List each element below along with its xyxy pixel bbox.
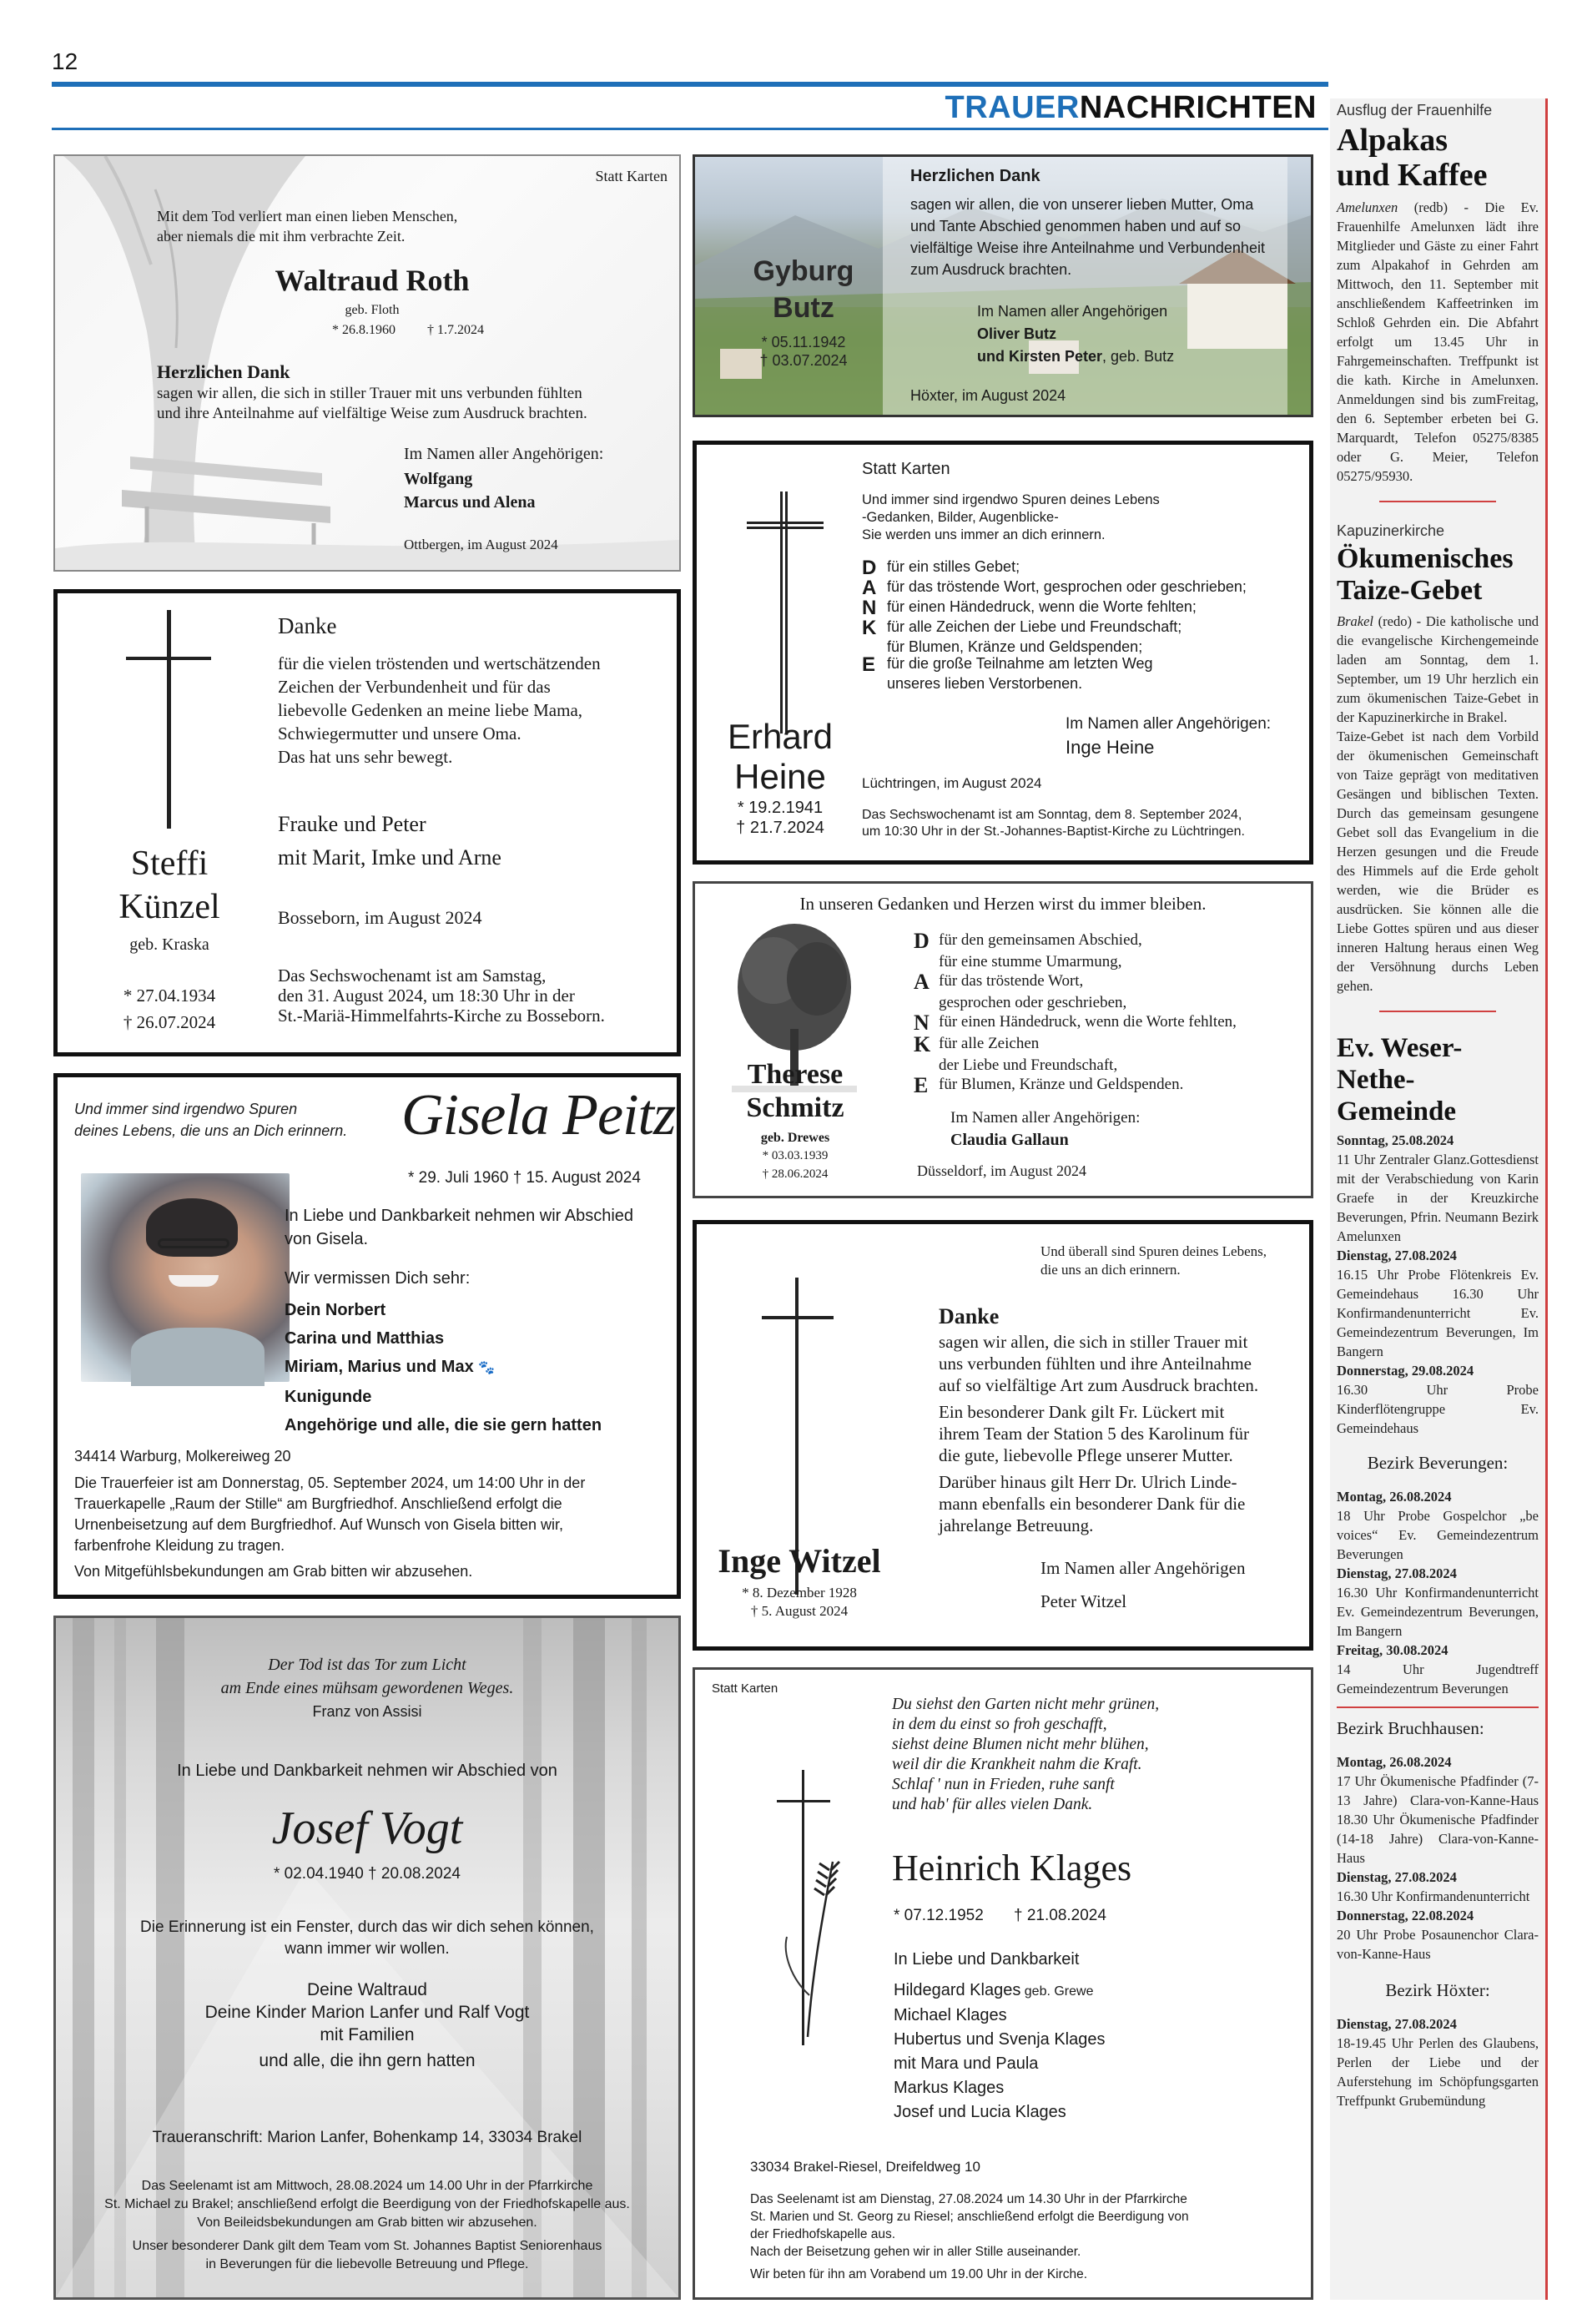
vogt-service-line: in Beverungen für die liebevolle Betreuung und Pflege.: [205, 2257, 529, 2271]
schedule-date: Montag, 26.08.2024: [1337, 1754, 1452, 1770]
obituary-roth: [53, 154, 681, 572]
klages-service-line: Nach der Beisetzung gehen wir in aller Stille auseinander.: [750, 2245, 1081, 2259]
butz-last-name: Butz: [773, 292, 834, 324]
sidebar-content: [1337, 102, 1539, 2110]
heine-signature: Inge Heine: [1066, 737, 1155, 758]
peitz-intro-line: von Gisela.: [285, 1230, 369, 1248]
klages-service-line: Wir beten für ihn am Vorabend um 19.00 Uhr in der Kirche.: [750, 2267, 1088, 2281]
witzel-quote-line: die uns an dich erinnern.: [1040, 1262, 1181, 1278]
vogt-address: Traueranschrift: Marion Lanfer, Bohenkamp 14, 33034 Brakel: [152, 2129, 582, 2146]
danke-initial-letter: K: [914, 1032, 931, 1056]
peitz-intro-line: In Liebe und Dankbarkeit nehmen wir Abschied: [285, 1207, 634, 1225]
klages-name-line: Hubertus und Svenja Klages: [894, 2030, 1106, 2049]
vogt-service-line: Von Beileidsbekundungen am Grab bitten wir abzusehen.: [197, 2216, 537, 2230]
danke-line: [914, 1034, 1237, 1056]
vogt-quote-author: Franz von Assisi: [312, 1703, 422, 1720]
schmitz-signature: Claudia Gallaun: [950, 1131, 1069, 1149]
danke-initial-letter: N: [914, 1011, 930, 1035]
article-1-title: [1337, 123, 1539, 193]
schmitz-born: * 03.03.1939: [762, 1149, 829, 1162]
schmitz-died: † 28.06.2024: [762, 1167, 829, 1181]
heine-names-intro: Im Namen aller Angehörigen:: [1066, 715, 1272, 733]
butz-name-2-text: und Kirsten Peter: [977, 348, 1103, 365]
roth-born: * 26.8.1960: [332, 323, 396, 337]
klages-name-line: [894, 1979, 1106, 2004]
heine-danke-list: [862, 558, 1247, 692]
schedule-date: Dienstag, 27.08.2024: [1337, 1565, 1457, 1581]
roth-name-2: Marcus und Alena: [404, 493, 536, 512]
roth-quote-line2: aber niemals die mit ihm verbrachte Zeit.: [157, 228, 406, 244]
butz-name-1: Oliver Butz: [977, 325, 1057, 342]
danke-initial-letter: D: [914, 929, 930, 953]
peitz-name-line: Kunigunde: [285, 1388, 372, 1406]
butz-text-line: sagen wir allen, die von unserer lieben Mutter, Oma: [910, 196, 1254, 213]
witzel-text-line: mann ebenfalls ein besonderer Dank für die: [939, 1494, 1246, 1514]
danke-line-text: für den gemeinsamen Abschied,: [939, 931, 1142, 949]
peitz-name-line: Carina und Matthias: [285, 1329, 445, 1348]
roth-thanks-line2: und ihre Anteilnahme auf vielfältige Weise zum Ausdruck brachten.: [157, 405, 587, 422]
peitz-quote-line1: Und immer sind irgendwo Spuren: [74, 1101, 298, 1117]
danke-line-text: für die große Teilnahme am letzten Weg: [887, 655, 1153, 672]
klages-birthname: geb. Grewe: [1020, 1984, 1094, 1999]
klages-poem: [892, 1695, 1159, 1815]
kuenzel-line: Das hat uns sehr bewegt.: [278, 747, 453, 767]
butz-names-intro: Im Namen aller Angehörigen: [977, 303, 1168, 320]
klages-name-text: Hildegard Klages: [894, 1981, 1021, 1999]
peitz-name-line: Angehörige und alle, die sie gern hatten: [285, 1416, 602, 1434]
peitz-service-line: Trauerkapelle „Raum der Stille“ am Burgfriedhof. Anschließend erfolgt die: [74, 1495, 562, 1512]
heine-quote: [862, 492, 1160, 544]
heine-quote-line: Und immer sind irgendwo Spuren deines Lebens: [862, 492, 1160, 507]
article-3-title-line: Nethe-: [1337, 1065, 1415, 1095]
schedule-text: 16.30 Uhr Konfirmandenunterricht: [1337, 1888, 1530, 1904]
vogt-family-line: Deine Waltraud: [307, 1980, 427, 1999]
klages-service-line: der Friedhofskapelle aus.: [750, 2227, 896, 2241]
article-1-place: Amelunxen: [1337, 199, 1398, 215]
divider-rule: [1379, 501, 1496, 502]
klages-statt-karten: Statt Karten: [712, 1681, 778, 1696]
peitz-name-line: [285, 1353, 602, 1383]
article-1-title-line: Alpakas: [1337, 123, 1449, 158]
schmitz-first-name: Therese: [747, 1059, 844, 1090]
vogt-quote: [56, 1653, 678, 1700]
danke-line: [862, 598, 1247, 618]
danke-line: [862, 578, 1247, 598]
danke-line: [862, 655, 1247, 675]
header-thin-rule: [52, 128, 1328, 130]
danke-line-text: für das tröstende Wort, gesprochen oder geschrieben;: [887, 578, 1247, 595]
vogt-service: [56, 2177, 678, 2274]
peitz-service-line: Die Trauerfeier ist am Donnerstag, 05. September 2024, um 14:00 Uhr in der: [74, 1475, 586, 1491]
peitz-names: [285, 1296, 602, 1439]
danke-line: [914, 1056, 1237, 1075]
heine-born: * 19.2.1941: [737, 799, 824, 817]
schedule-text: 14 Uhr Jugendtreff Gemeindezentrum Beverungen: [1337, 1661, 1539, 1696]
peitz-intro: [285, 1204, 633, 1251]
heine-service: [862, 807, 1245, 840]
roth-names-intro: Im Namen aller Angehörigen:: [404, 445, 604, 463]
peitz-portrait-photo: [81, 1173, 290, 1382]
butz-born: * 05.11.1942: [761, 334, 846, 350]
schedule-text: 16.30 Uhr Konfirmandenunterricht Ev. Gemeindezentrum Beverungen, Im Bangern: [1337, 1585, 1539, 1639]
obituary-butz: [693, 154, 1313, 417]
witzel-quote-line: Und überall sind Spuren deines Lebens,: [1040, 1243, 1267, 1259]
article-2-body-2: Taize-Gebet ist nach dem Vorbild der ökumenischen Gemeinschaft von Taize geprägt von meditativen Gesängen und biblischen Texten. Durch das gemeinsam gesungene Gebet soll das Evangelium in die Herzen gesungen und die Freude des Himmels auf die Erde geholt werden, wie die Brüder es ausdrücken. Sie können alle die Liebe Gottes spüren und aus dieser inneren Haltung heraus einen Weg der Versöhnung durchs Leben gehen.: [1337, 728, 1539, 994]
article-2-title-line: Ökumenisches: [1337, 543, 1514, 574]
witzel-signature: Peter Witzel: [1040, 1591, 1127, 1611]
witzel-name: Inge Witzel: [718, 1542, 881, 1580]
witzel-text-line: uns verbunden fühlten und ihre Anteilnahme: [939, 1354, 1252, 1374]
roth-quote-line1: Mit dem Tod verliert man einen lieben Menschen,: [157, 208, 458, 224]
obituary-peitz: [53, 1073, 681, 1599]
vogt-name: Josef Vogt: [271, 1802, 463, 1854]
danke-line-text: für ein stilles Gebet;: [887, 558, 1020, 575]
danke-line: [914, 930, 1237, 952]
divider-rule: [1379, 1011, 1496, 1012]
schedule-text: 18 Uhr Probe Gospelchor „be voices“ Ev. Gemeindezentrum Beverungen: [1337, 1508, 1539, 1562]
peitz-dates: * 29. Juli 1960 † 15. August 2024: [408, 1169, 641, 1187]
kuenzel-line: für die vielen tröstenden und wertschätzenden: [278, 653, 601, 673]
danke-initial-letter: K: [862, 617, 877, 639]
danke-line-text: unseres lieben Verstorbenen.: [887, 675, 1083, 692]
witzel-text: [939, 1331, 1258, 1536]
roth-place-date: Ottbergen, im August 2024: [404, 537, 558, 552]
obituary-schmitz: [693, 881, 1313, 1198]
butz-name-2: [977, 345, 1174, 368]
schedule-list-hoexter: [1337, 2014, 1539, 2110]
klages-born: * 07.12.1952: [894, 1907, 984, 1924]
obituary-vogt: [53, 1616, 681, 2300]
witzel-died: † 5. August 2024: [750, 1603, 849, 1619]
klages-died: † 21.08.2024: [1014, 1907, 1106, 1924]
danke-line: [914, 952, 1237, 971]
schedule-text: 11 Uhr Zentraler Glanz.Gottesdienst mit der Verabschiedung von Karin Graefe in der Kreuzkirche Beverungen, Pfrin. Neumann Bezirk Amelunxen: [1337, 1152, 1539, 1244]
klages-service: [750, 2190, 1189, 2283]
schmitz-danke-list: [914, 930, 1237, 1096]
danke-initial-letter: N: [862, 597, 877, 619]
schedule-date: Donnerstag, 22.08.2024: [1337, 1908, 1474, 1923]
vogt-quote-line: am Ende eines mühsam gewordenen Weges.: [220, 1679, 514, 1697]
schedule-date: Dienstag, 27.08.2024: [1337, 1869, 1457, 1885]
danke-line-text: für das tröstende Wort,: [939, 972, 1084, 990]
witzel-names-intro: Im Namen aller Angehörigen: [1040, 1558, 1246, 1578]
klages-service-line: St. Marien und St. Georg zu Riesel; anschließend erfolgt die Beerdigung von: [750, 2210, 1189, 2224]
bezirk-heading: Bezirk Bruchhausen:: [1337, 1718, 1484, 1738]
danke-line-text: für Blumen, Kränze und Geldspenden.: [939, 1076, 1184, 1093]
schedule-text: 18-19.45 Uhr Perlen des Glaubens, Perlen der Liebe und der Auferstehung im Schöpfungsgarten Treffpunkt Grubemündung: [1337, 2035, 1539, 2109]
klages-poem-line: und hab' für alles vielen Dank.: [892, 1796, 1093, 1813]
kuenzel-last-name: Künzel: [118, 888, 220, 926]
obituary-klages: [693, 1667, 1313, 2300]
butz-text-line: zum Ausdruck brachten.: [910, 261, 1072, 278]
schedule-text: 16.15 Uhr Probe Flötenkreis Ev. Gemeindehaus 16.30 Uhr Konfirmandenunterricht Ev. Gemeindezentrum Beverungen, Im Bangern: [1337, 1267, 1539, 1359]
butz-place-date: Höxter, im August 2024: [910, 387, 1066, 404]
schmitz-place-date: Düsseldorf, im August 2024: [917, 1162, 1087, 1179]
danke-line-text: für einen Händedruck, wenn die Worte fehlten;: [887, 598, 1197, 615]
danke-line: [862, 558, 1247, 578]
schmitz-last-name: Schmitz: [746, 1092, 844, 1123]
danke-initial-letter: E: [914, 1073, 929, 1097]
kuenzel-line: Zeichen der Verbundenheit und für das: [278, 677, 551, 697]
heine-first-name: Erhard: [727, 717, 834, 756]
kuenzel-line: Schwiegermutter und unsere Oma.: [278, 723, 521, 744]
divider-rule: [1337, 1706, 1539, 1708]
peitz-quote-line2: deines Lebens, die uns an Dich erinnern.: [74, 1122, 348, 1139]
article-2-body: [1337, 612, 1539, 727]
butz-first-name: Gyburg: [753, 255, 854, 287]
danke-line: [862, 638, 1247, 655]
danke-initial-letter: A: [914, 970, 930, 994]
obituary-heine: [693, 441, 1313, 865]
butz-text-line: und Tante Abschied genommen haben und auf so: [910, 218, 1241, 234]
witzel-danke: Danke: [939, 1304, 1000, 1328]
vogt-memory-line: wann immer wir wollen.: [285, 1940, 450, 1958]
bezirk-heading: Bezirk Beverungen:: [1367, 1453, 1509, 1473]
heine-died: † 21.7.2024: [736, 819, 824, 837]
kuenzel-service-line: St.-Mariä-Himmelfahrts-Kirche zu Bosseborn.: [278, 1006, 605, 1026]
sidebar-right-border: [1545, 98, 1548, 2300]
kuenzel-danke: Danke: [278, 613, 337, 638]
peitz-service: [74, 1473, 675, 1582]
article-2-place: Brakel: [1337, 613, 1373, 629]
peitz-name-line: Dein Norbert: [285, 1301, 386, 1319]
butz-heading: Herzlichen Dank: [910, 167, 1040, 185]
klages-service-line: Das Seelenamt ist am Dienstag, 27.08.2024 um 14.30 Uhr in der Pfarrkirche: [750, 2192, 1187, 2206]
peitz-name: Gisela Peitz: [401, 1083, 676, 1147]
butz-text: [910, 194, 1265, 280]
danke-line-text: für alle Zeichen der Liebe und Freundschaft;: [887, 618, 1182, 635]
danke-line-text: für Blumen, Kränze und Geldspenden;: [887, 638, 1143, 655]
article-1-body: [1337, 198, 1539, 486]
danke-line-text: der Liebe und Freundschaft,: [939, 1056, 1118, 1074]
article-2-text: (redo) - Die katholische und die evangelische Kirchengemeinde laden am Sonntag, dem 1. September, um 19 Uhr herzlich ein zum ökumenischen Taize-Gebet in der Kapuzinerkirche in Brakel.: [1337, 613, 1539, 725]
danke-line-text: für alle Zeichen: [939, 1035, 1040, 1052]
vogt-family-line: mit Familien: [320, 2025, 415, 2044]
schedule-date: Montag, 26.08.2024: [1337, 1489, 1452, 1505]
article-2-title: [1337, 543, 1539, 607]
schmitz-heading: In unseren Gedanken und Herzen wirst du immer bleiben.: [799, 894, 1207, 914]
vogt-memory-line: Die Erinnerung ist ein Fenster, durch das wir dich sehen können,: [140, 1918, 594, 1936]
roth-thanks-heading: Herzlichen Dank: [157, 361, 290, 382]
danke-initial-letter: D: [862, 557, 877, 579]
vogt-family-line: Deine Kinder Marion Lanfer und Ralf Vogt: [204, 2003, 530, 2022]
klages-poem-line: siehst deine Blumen nicht mehr blühen,: [892, 1736, 1149, 1753]
obituary-witzel: [693, 1220, 1313, 1651]
header-blue-rule: [52, 82, 1328, 87]
kuenzel-family-1: Frauke und Peter: [278, 812, 426, 836]
section-title-part2: NACHRICHTEN: [1079, 90, 1317, 125]
vogt-intro: In Liebe und Dankbarkeit nehmen wir Abschied von: [177, 1762, 557, 1780]
bezirk-heading: Bezirk Höxter:: [1385, 1980, 1490, 2000]
kuenzel-text: [278, 652, 601, 769]
roth-birthname: geb. Floth: [345, 303, 400, 317]
kuenzel-family-2: mit Marit, Imke und Arne: [278, 845, 501, 870]
klages-name-line: Markus Klages: [894, 2079, 1005, 2097]
schedule-date: Sonntag, 25.08.2024: [1337, 1132, 1454, 1148]
article-1-kicker: Ausflug der Frauenhilfe: [1337, 102, 1493, 118]
witzel-text-line: Darüber hinaus gilt Herr Dr. Ulrich Linde-: [939, 1472, 1237, 1492]
peitz-name-text: Miriam, Marius und Max: [285, 1358, 474, 1376]
vogt-dates: * 02.04.1940 † 20.08.2024: [274, 1865, 461, 1883]
witzel-text-line: sagen wir allen, die sich in stiller Trauer mit: [939, 1332, 1248, 1352]
schedule-list-beverungen: [1337, 1487, 1539, 1698]
roth-died: † 1.7.2024: [427, 323, 484, 337]
article-2-kicker: Kapuzinerkirche: [1337, 522, 1445, 539]
article-1-text: (redb) - Die Ev. Frauenhilfe Amelunxen lädt ihre Mitglieder und Gäste zu einer Fahrt zum Alpakahof in Gehrden am Mittwoch, den 11. September mit anschließendem Kaffeetrinken im Schloß Gehrden ein. Die Abfahrt erfolgt um 13.45 Uhr in Fahrgemeinschaften. Treffpunkt ist die kath. Kirche in Amelunxen. Anmeldungen sind bis zumFreitag, den 6. September erbeten bei G. Marquardt, Telefon 05275/8385 oder G. Meier, Telefon 05275/95930.: [1337, 199, 1539, 484]
klages-names: [894, 1979, 1106, 2125]
vogt-service-line: Unser besonderer Dank gilt dem Team vom St. Johannes Baptist Seniorenhaus: [132, 2239, 602, 2253]
witzel-born: * 8. Dezember 1928: [742, 1585, 857, 1601]
kuenzel-first-name: Steffi: [130, 844, 209, 883]
article-3-title: [1337, 1032, 1539, 1127]
butz-text-line: vielfältige Weise ihre Anteilnahme und Verbundenheit: [910, 239, 1265, 256]
peitz-address: 34414 Warburg, Molkereiweg 20: [74, 1448, 291, 1464]
kuenzel-line: liebevolle Gedenken an meine liebe Mama,: [278, 700, 583, 720]
kuenzel-service-line: den 31. August 2024, um 18:30 Uhr in der: [278, 986, 575, 1006]
witzel-text-line: die gute, liebevolle Pflege unserer Mutter.: [939, 1445, 1233, 1465]
danke-line: [914, 1012, 1237, 1034]
butz-died: † 03.07.2024: [759, 352, 848, 369]
section-title: [834, 90, 1317, 126]
danke-line: [914, 971, 1237, 993]
peitz-service-line: Von Mitgefühlsbekundungen am Grab bitten wir abzusehen.: [74, 1563, 473, 1580]
heine-service-line: Das Sechswochenamt ist am Sonntag, dem 8. September 2024,: [862, 808, 1242, 822]
vogt-service-line: Das Seelenamt ist am Mittwoch, 28.08.2024 um 14.00 Uhr in der Pfarrkirche: [141, 2179, 593, 2193]
schedule-text: 17 Uhr Ökumenische Pfadfinder (7-13 Jahre) Clara-von-Kanne-Haus 18.30 Uhr Ökumenische Pfadfinder (14-18 Jahre) Clara-von-Kanne-Haus: [1337, 1773, 1539, 1866]
butz-name-2-birthname: , geb. Butz: [1102, 348, 1175, 365]
danke-line: [862, 675, 1247, 692]
heine-quote-line: -Gedanken, Bilder, Augenblicke-: [862, 510, 1059, 525]
danke-line-text: für eine stumme Umarmung,: [939, 953, 1122, 970]
peitz-service-line: farbenfrohe Kleidung zu tragen.: [74, 1537, 285, 1554]
kuenzel-service: [278, 965, 605, 1026]
article-3-title-line: Ev. Weser-: [1337, 1033, 1463, 1063]
kuenzel-service-line: Das Sechswochenamt ist am Samstag,: [278, 965, 547, 986]
klages-poem-line: weil dir die Krankheit nahm die Kraft.: [892, 1756, 1142, 1773]
heine-last-name: Heine: [734, 757, 826, 796]
article-3-title-line: Gemeinde: [1337, 1096, 1456, 1127]
schedule-text: 16.30 Uhr Probe Kinderflötengruppe Ev. Gemeindehaus: [1337, 1382, 1539, 1436]
vogt-memory: [56, 1917, 678, 1960]
heine-place-date: Lüchtringen, im August 2024: [862, 775, 1042, 791]
article-2-title-line: Taize-Gebet: [1337, 575, 1483, 606]
vogt-family: [56, 1979, 678, 2072]
article-1-title-line: und Kaffee: [1337, 158, 1488, 193]
danke-line: [914, 1075, 1237, 1096]
schedule-list-main: [1337, 1131, 1539, 1438]
kuenzel-place-date: Bosseborn, im August 2024: [278, 907, 482, 928]
schedule-date: Donnerstag, 29.08.2024: [1337, 1363, 1474, 1379]
danke-initial-letter: A: [862, 577, 877, 599]
section-title-part1: TRAUER: [945, 90, 1080, 125]
schmitz-names-intro: Im Namen aller Angehörigen:: [950, 1109, 1141, 1127]
klages-poem-line: Schlaf ' nun in Frieden, ruhe sanft: [892, 1776, 1115, 1793]
schedule-text: 20 Uhr Probe Posaunenchor Clara-von-Kanne-Haus: [1337, 1927, 1539, 1962]
schmitz-birthname: geb. Drewes: [760, 1131, 830, 1145]
danke-line-text: gesprochen oder geschrieben,: [939, 994, 1127, 1011]
vogt-service-line: St. Michael zu Brakel; anschließend erfolgt die Beerdigung von der Friedhofskapelle aus.: [104, 2197, 630, 2211]
danke-line: [914, 993, 1237, 1012]
witzel-text-line: jahrelange Betreuung.: [939, 1515, 1094, 1535]
kuenzel-birthname: geb. Kraska: [129, 935, 209, 954]
klages-name-line: mit Mara und Paula: [894, 2054, 1039, 2073]
butz-names: [977, 300, 1174, 368]
schedule-date: Dienstag, 27.08.2024: [1337, 2016, 1457, 2032]
danke-line-text: für einen Händedruck, wenn die Worte fehlten,: [939, 1013, 1237, 1031]
schedule-date: Dienstag, 27.08.2024: [1337, 1248, 1457, 1263]
peitz-miss-you: Wir vermissen Dich sehr:: [285, 1269, 471, 1288]
page-number: 12: [52, 48, 78, 74]
vogt-quote-line: Der Tod ist das Tor zum Licht: [268, 1656, 466, 1674]
paw-prints-icon: 🐾: [478, 1361, 496, 1375]
roth-statt-karten: Statt Karten: [595, 168, 668, 184]
kuenzel-died: † 26.07.2024: [123, 1012, 216, 1032]
klages-intro: In Liebe und Dankbarkeit: [894, 1950, 1080, 1969]
roth-name-1: Wolfgang: [404, 470, 473, 488]
heine-quote-line: Sie werden uns immer an dich erinnern.: [862, 527, 1106, 542]
klages-address: 33034 Brakel-Riesel, Dreifeldweg 10: [750, 2159, 980, 2175]
klages-name: Heinrich Klages: [892, 1848, 1132, 1888]
roth-thanks-line1: sagen wir allen, die sich in stiller Trauer mit uns verbunden fühlten: [157, 385, 582, 402]
witzel-text-line: auf so vielfältige Art zum Ausdruck brachten.: [939, 1375, 1259, 1395]
witzel-text-line: Ein besonderer Dank gilt Fr. Lückert mit: [939, 1402, 1225, 1422]
danke-initial-letter: E: [862, 653, 876, 676]
witzel-text-line: ihrem Team der Station 5 des Karolinum für: [939, 1424, 1249, 1444]
klages-name-line: Michael Klages: [894, 2006, 1007, 2024]
klages-name-line: Josef und Lucia Klages: [894, 2103, 1066, 2121]
klages-poem-line: Du siehst den Garten nicht mehr grünen,: [892, 1696, 1160, 1713]
vogt-family-line: und alle, die ihn gern hatten: [259, 2051, 476, 2070]
roth-name: Waltraud Roth: [275, 264, 470, 297]
heine-statt-karten: Statt Karten: [862, 460, 950, 478]
kuenzel-born: * 27.04.1934: [123, 986, 216, 1006]
heine-service-line: um 10:30 Uhr in der St.-Johannes-Baptist-Kirche zu Lüchtringen.: [862, 824, 1245, 839]
schedule-list-bruchhausen: [1337, 1752, 1539, 1964]
danke-line: [862, 618, 1247, 638]
klages-poem-line: in dem du einst so froh geschafft,: [892, 1716, 1107, 1733]
witzel-quote: [1040, 1243, 1267, 1279]
obituary-kuenzel: [53, 589, 681, 1056]
schedule-date: Freitag, 30.08.2024: [1337, 1642, 1449, 1658]
peitz-service-line: Urnenbeisetzung auf dem Burgfriedhof. Auf Wunsch von Gisela bitten wir,: [74, 1516, 563, 1533]
